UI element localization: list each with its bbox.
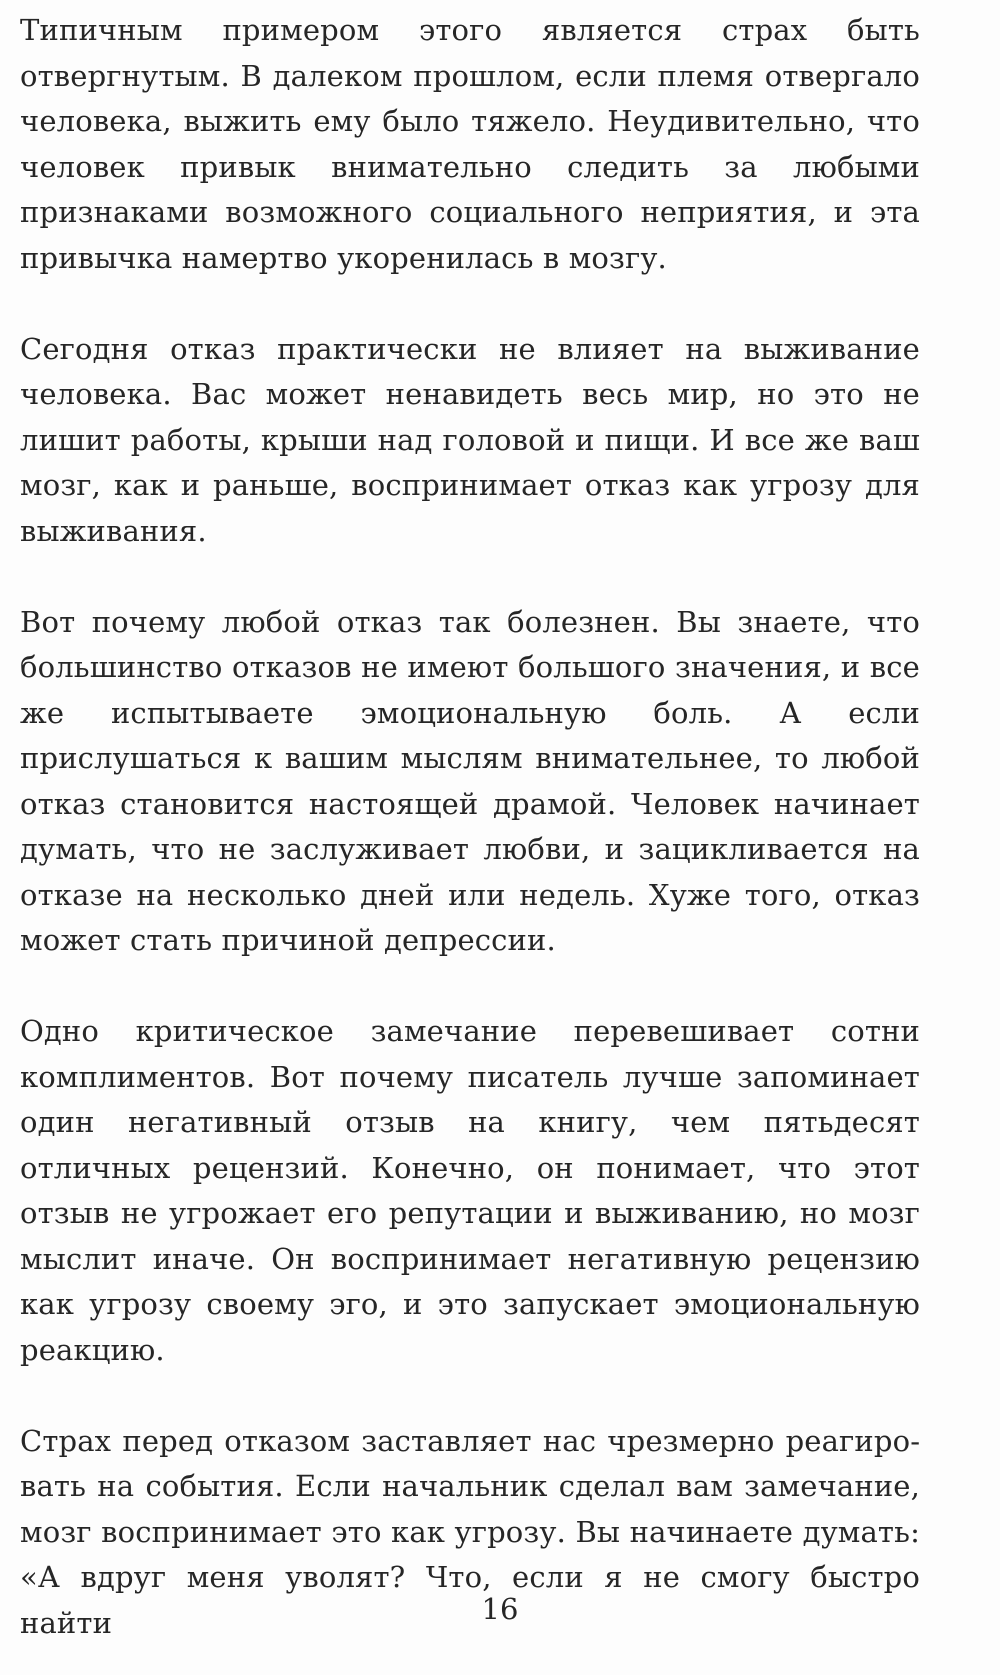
paragraph-1: Типичным примером этого является страх быть отвергнутым. В далеком прошлом, если племя отвергало человека, выжить ему было тяжело. Неудивительно, что человек привык внимательно следить за любыми признаками возможного социального неприятия, и эта привычка намертво укоренилась в мозгу.: [20, 13, 920, 275]
book-page: [20, 8, 920, 1675]
page-number: 16: [481, 1592, 519, 1626]
paragraph-2: Сегодня отказ практически не влияет на выживание человека. Вас может ненавидеть весь мир, но это не лишит работы, крыши над головой и пищи. И все же ваш мозг, как и раньше, воспринимает отказ как угрозу для выживания.: [20, 331, 920, 548]
paragraph-3: Вот почему любой отказ так болезнен. Вы знаете, что большинство отказов не имеют большого значения, и все же испытываете эмоциональную боль. А если прислушаться к вашим мыслям внимательнее, то любой отказ становится настоящей драмой. Человек начинает думать, что не заслуживает любви, и зацикливается на отказе на несколько дней или недель. Хуже того, отказ может стать причиной депрессии.: [20, 604, 920, 957]
paragraph-4: Одно критическое замечание перевешивает сотни комплиментов. Вот почему писатель лучше запоминает один негативный отзыв на книгу, чем пятьдесят отличных рецензий. Конечно, он понимает, что этот отзыв не угрожает его репутации и выживанию, но мозг мыслит иначе. Он воспринимает негативную рецензию как угрозу своему эго, и это запускает эмоциональную реакцию.: [20, 1014, 920, 1367]
paragraph-5: Страх перед отказом заставляет нас чрезмерно реагировать на события. Если начальник сделал вам замечание, мозг воспринимает это как угрозу. Вы начинаете думать: «А вдруг меня уволят? Что, если я не смогу быстро найти: [20, 1423, 920, 1640]
